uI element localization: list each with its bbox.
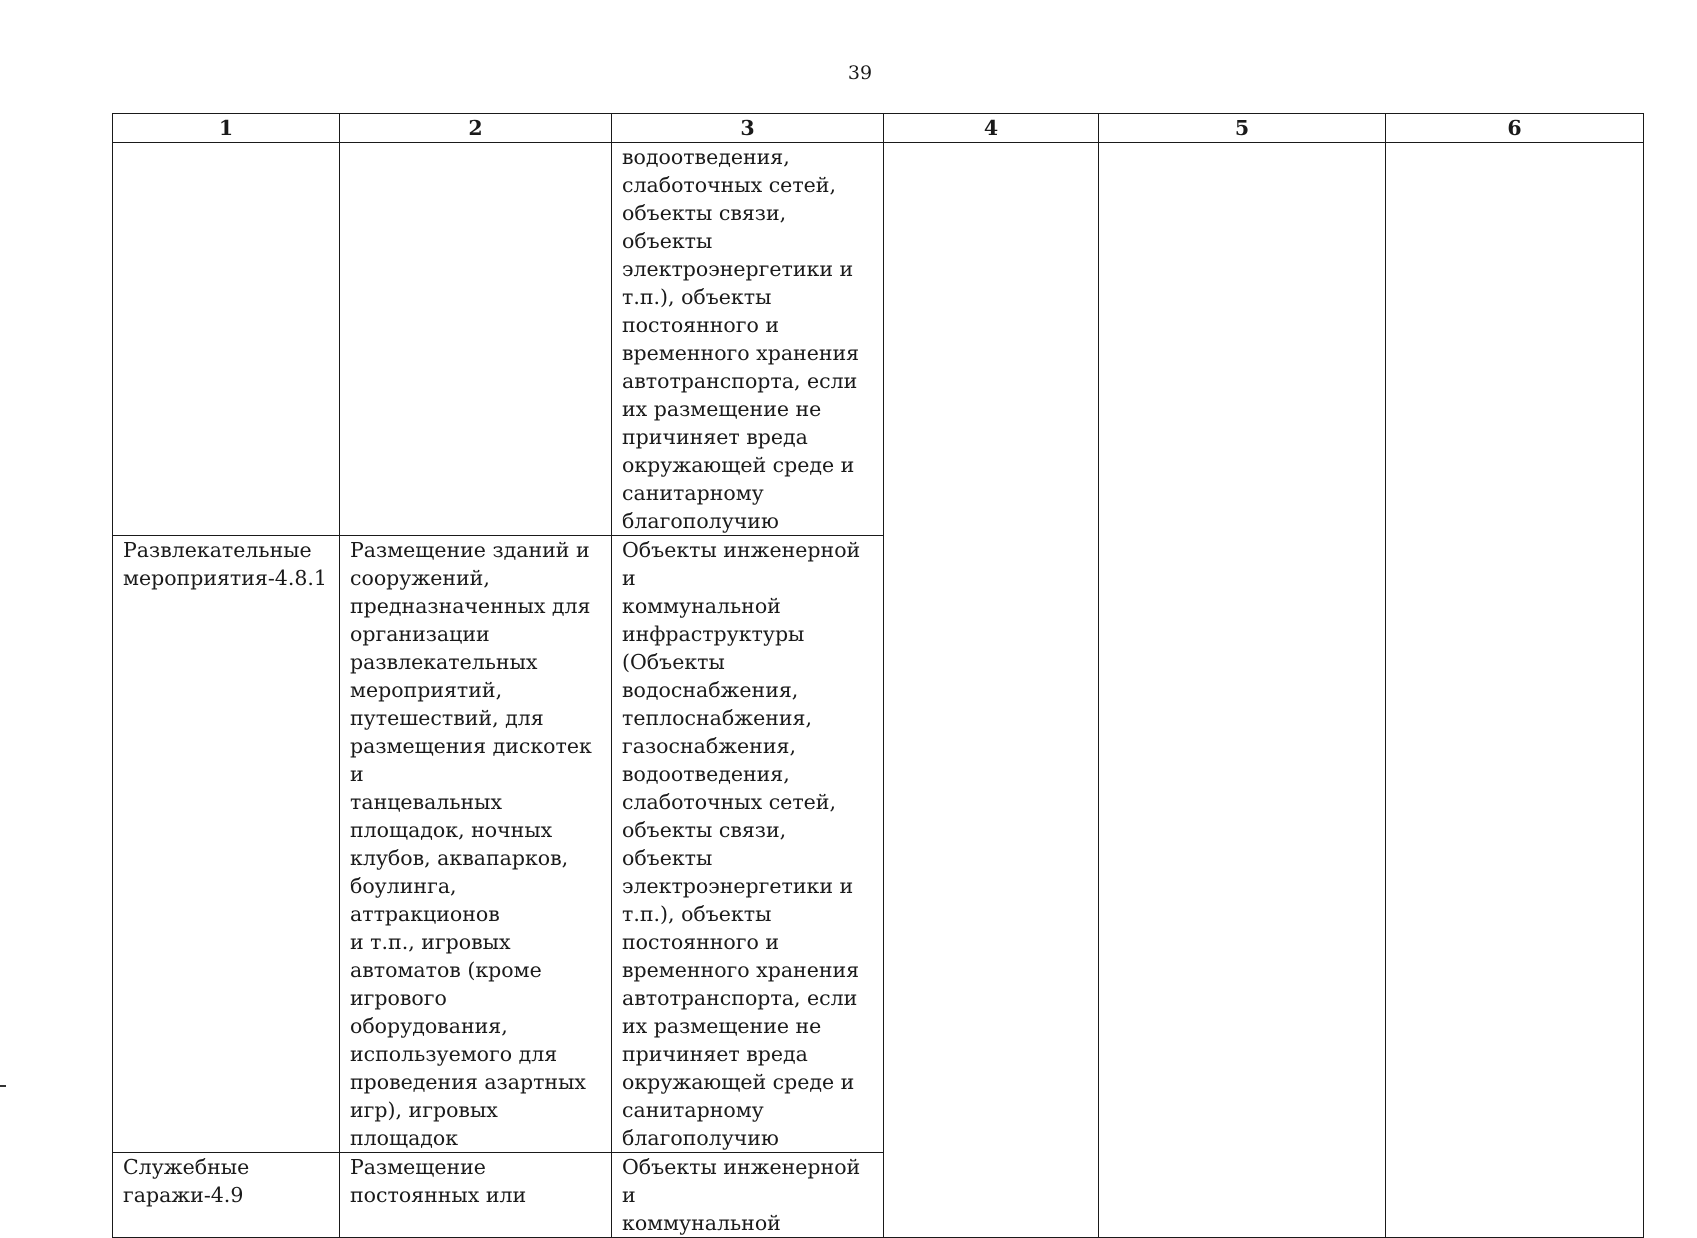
page-number: 39 xyxy=(847,62,873,84)
row-3-col-1: Служебные гаражи-4.9 xyxy=(113,1153,340,1238)
row-2-col-3: Объекты инженерной и коммунальной инфраструктуры (Объекты водоснабжения, теплоснабжения, газоснабжения, водоотведения, слаботочных сетей, объекты связи, объекты электроэнергетики и т.п.), объекты постоянного и временного хранения автотранспорта, если их размещение не причиняет вреда окружающей среде и санитарному благополучию xyxy=(612,536,884,1153)
land-use-table xyxy=(112,113,1644,1238)
row-3-col-3: Объекты инженерной и коммунальной xyxy=(612,1153,884,1238)
header-col-2: 2 xyxy=(340,114,612,143)
scan-margin-mark xyxy=(0,1085,6,1087)
header-col-3: 3 xyxy=(612,114,884,143)
row-1-col-3: водоотведения, слаботочных сетей, объекты связи, объекты электроэнергетики и т.п.), объекты постоянного и временного хранения автотранспорта, если их размещение не причиняет вреда окружающей среде и санитарному благополучию xyxy=(612,143,884,536)
header-col-4: 4 xyxy=(884,114,1099,143)
row-1-col-2 xyxy=(340,143,612,536)
row-2-col-1: Развлекательные мероприятия-4.8.1 xyxy=(113,536,340,1153)
merged-col-5 xyxy=(1099,143,1386,1238)
row-3-col-2: Размещение постоянных или xyxy=(340,1153,612,1238)
merged-col-6 xyxy=(1386,143,1644,1238)
row-2-col-2: Размещение зданий и сооружений, предназначенных для организации развлекательных мероприятий, путешествий, для размещения дискотек и танцевальных площадок, ночных клубов, аквапарков, боулинга, аттракционов и т.п., игровых автоматов (кроме игрового оборудования, используемого для проведения азартных игр), игровых площадок xyxy=(340,536,612,1153)
table-header-row xyxy=(113,114,1644,143)
row-1-col-1 xyxy=(113,143,340,536)
table-row xyxy=(113,143,1644,536)
header-col-5: 5 xyxy=(1099,114,1386,143)
header-col-1: 1 xyxy=(113,114,340,143)
merged-col-4 xyxy=(884,143,1099,1238)
header-col-6: 6 xyxy=(1386,114,1644,143)
